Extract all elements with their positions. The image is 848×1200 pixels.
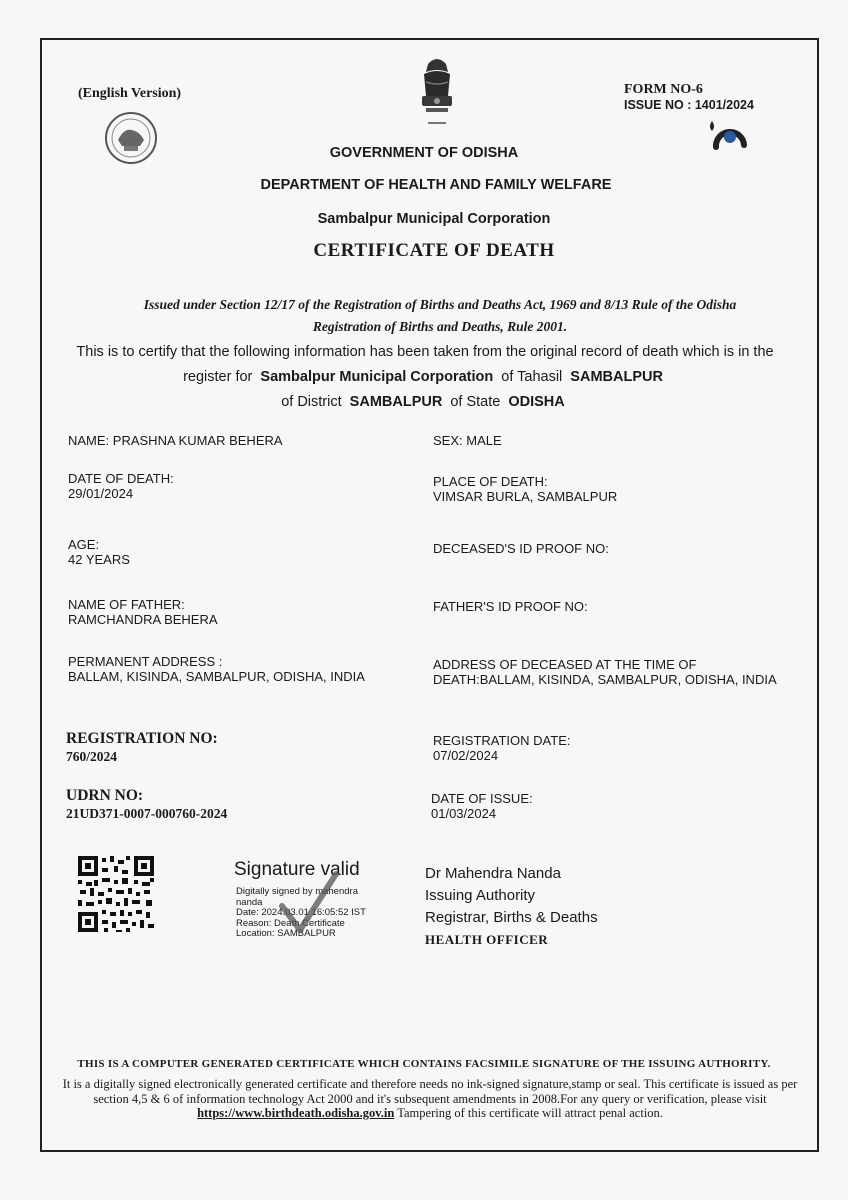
udrn-label: UDRN NO:	[66, 787, 144, 804]
date-of-issue-value: 01/03/2024	[431, 806, 497, 821]
issued-under-line1: Issued under Section 12/17 of the Registration of Births and Deaths Act, 1969 and 8/13 Rule of the Odisha	[143, 297, 737, 312]
corporation-heading: Sambalpur Municipal Corporation	[317, 211, 551, 227]
district-value: SAMBALPUR	[349, 394, 443, 410]
certificate-title: CERTIFICATE OF DEATH	[313, 240, 555, 261]
department-heading: DEPARTMENT OF HEALTH AND FAMILY WELFARE	[260, 177, 612, 193]
date-of-issue-field	[431, 791, 533, 821]
father-id-proof-field: FATHER'S ID PROOF NO:	[433, 599, 588, 614]
father-name-value: RAMCHANDRA BEHERA	[68, 612, 218, 627]
tahasil-label: of Tahasil	[501, 369, 563, 385]
signature-signer-name: nanda	[236, 896, 263, 908]
address-at-death-value: DEATH:BALLAM, KISINDA, SAMBALPUR, ODISHA, INDIA	[433, 672, 777, 687]
authority-registrar: Registrar, Births & Deaths	[425, 909, 598, 926]
certify-line1: This is to certify that the following information has been taken from the original record of death which is in the	[76, 344, 774, 360]
verification-link[interactable]: https://www.birthdeath.odisha.gov.in	[197, 1106, 395, 1120]
government-heading: GOVERNMENT OF ODISHA	[329, 145, 519, 161]
age-field	[68, 537, 130, 567]
permanent-address-field	[68, 654, 365, 684]
tahasil-value: SAMBALPUR	[570, 369, 663, 385]
age-label: AGE:	[68, 537, 100, 552]
permanent-address-value: BALLAM, KISINDA, SAMBALPUR, ODISHA, INDIA	[68, 669, 365, 684]
qr-code-icon	[76, 854, 156, 934]
registration-number-label: REGISTRATION NO:	[66, 730, 218, 747]
address-at-death-label: ADDRESS OF DECEASED AT THE TIME OF	[433, 657, 697, 672]
state-label: of State	[450, 394, 501, 410]
signature-valid-label: Signature valid	[234, 859, 360, 880]
permanent-address-label: PERMANENT ADDRESS :	[68, 654, 223, 669]
name-field: NAME: PRASHNA KUMAR BEHERA	[68, 433, 283, 448]
authority-name: Dr Mahendra Nanda	[425, 865, 561, 882]
authority-role: Issuing Authority	[425, 887, 536, 904]
issued-under-line2: Registration of Births and Deaths, Rule 2001.	[312, 319, 568, 334]
date-of-death-label: DATE OF DEATH:	[68, 471, 174, 486]
udrn-value: 21UD371-0007-000760-2024	[66, 806, 228, 821]
district-label: of District	[281, 394, 342, 410]
date-of-death-field	[68, 471, 174, 501]
place-of-death-field	[433, 474, 617, 504]
issued-under-text	[90, 294, 790, 338]
signature-location: Location: SAMBALPUR	[236, 928, 336, 939]
date-of-death-value: 29/01/2024	[68, 486, 134, 501]
version-label: (English Version)	[78, 86, 182, 101]
footer-disclaimer-text: It is a digitally signed electronically generated certificate and therefore needs no ink-signed signature,stamp or seal. This certificate is issued as per section 4,5 & 6 of information technology Act 2000 and it's subsequent amendments in 2008.For any query or verification, please visit	[62, 1077, 798, 1106]
father-name-label: NAME OF FATHER:	[68, 597, 185, 612]
authority-officer: HEALTH OFFICER	[425, 932, 549, 947]
date-of-issue-label: DATE OF ISSUE:	[431, 791, 533, 806]
footer-disclaimer	[60, 1077, 800, 1121]
signature-signed-by: Digitally signed by mahendra	[236, 886, 358, 897]
signature-reason: Reason: Death Certificate	[236, 917, 345, 929]
ashoka-emblem-icon	[414, 56, 460, 136]
deceased-id-proof-field: DECEASED'S ID PROOF NO:	[433, 541, 609, 556]
sex-field: SEX: MALE	[433, 433, 502, 448]
registration-date-label: REGISTRATION DATE:	[433, 733, 571, 748]
place-of-death-label: PLACE OF DEATH:	[433, 474, 548, 489]
udrn-field	[66, 787, 227, 823]
address-at-death-field	[433, 657, 777, 687]
registration-number-value: 760/2024	[66, 749, 118, 764]
registration-date-field	[433, 733, 570, 763]
form-number: FORM NO-6	[624, 82, 703, 97]
signature-date: Date: 2024.03.01 16:05:52 IST	[236, 907, 366, 918]
state-value: ODISHA	[508, 394, 565, 410]
footer-tampering-text: Tampering of this certificate will attract penal action.	[397, 1106, 663, 1120]
father-name-field	[68, 597, 218, 627]
certificate-border	[40, 38, 819, 1152]
registration-number-field	[66, 730, 218, 766]
computer-generated-notice: THIS IS A COMPUTER GENERATED CERTIFICATE WHICH CONTAINS FACSIMILE SIGNATURE OF THE ISSUING AUTHORITY.	[77, 1058, 771, 1070]
register-for-label: register for	[183, 369, 253, 385]
registration-date-value: 07/02/2024	[433, 748, 499, 763]
register-name: Sambalpur Municipal Corporation	[260, 369, 494, 385]
age-value: 42 YEARS	[68, 552, 130, 567]
place-of-death-value: VIMSAR BURLA, SAMBALPUR	[433, 489, 618, 504]
checkmark-icon	[276, 868, 342, 940]
issue-number: ISSUE NO : 1401/2024	[624, 98, 754, 112]
certification-statement	[60, 340, 790, 415]
issuing-authority-block	[425, 863, 598, 951]
